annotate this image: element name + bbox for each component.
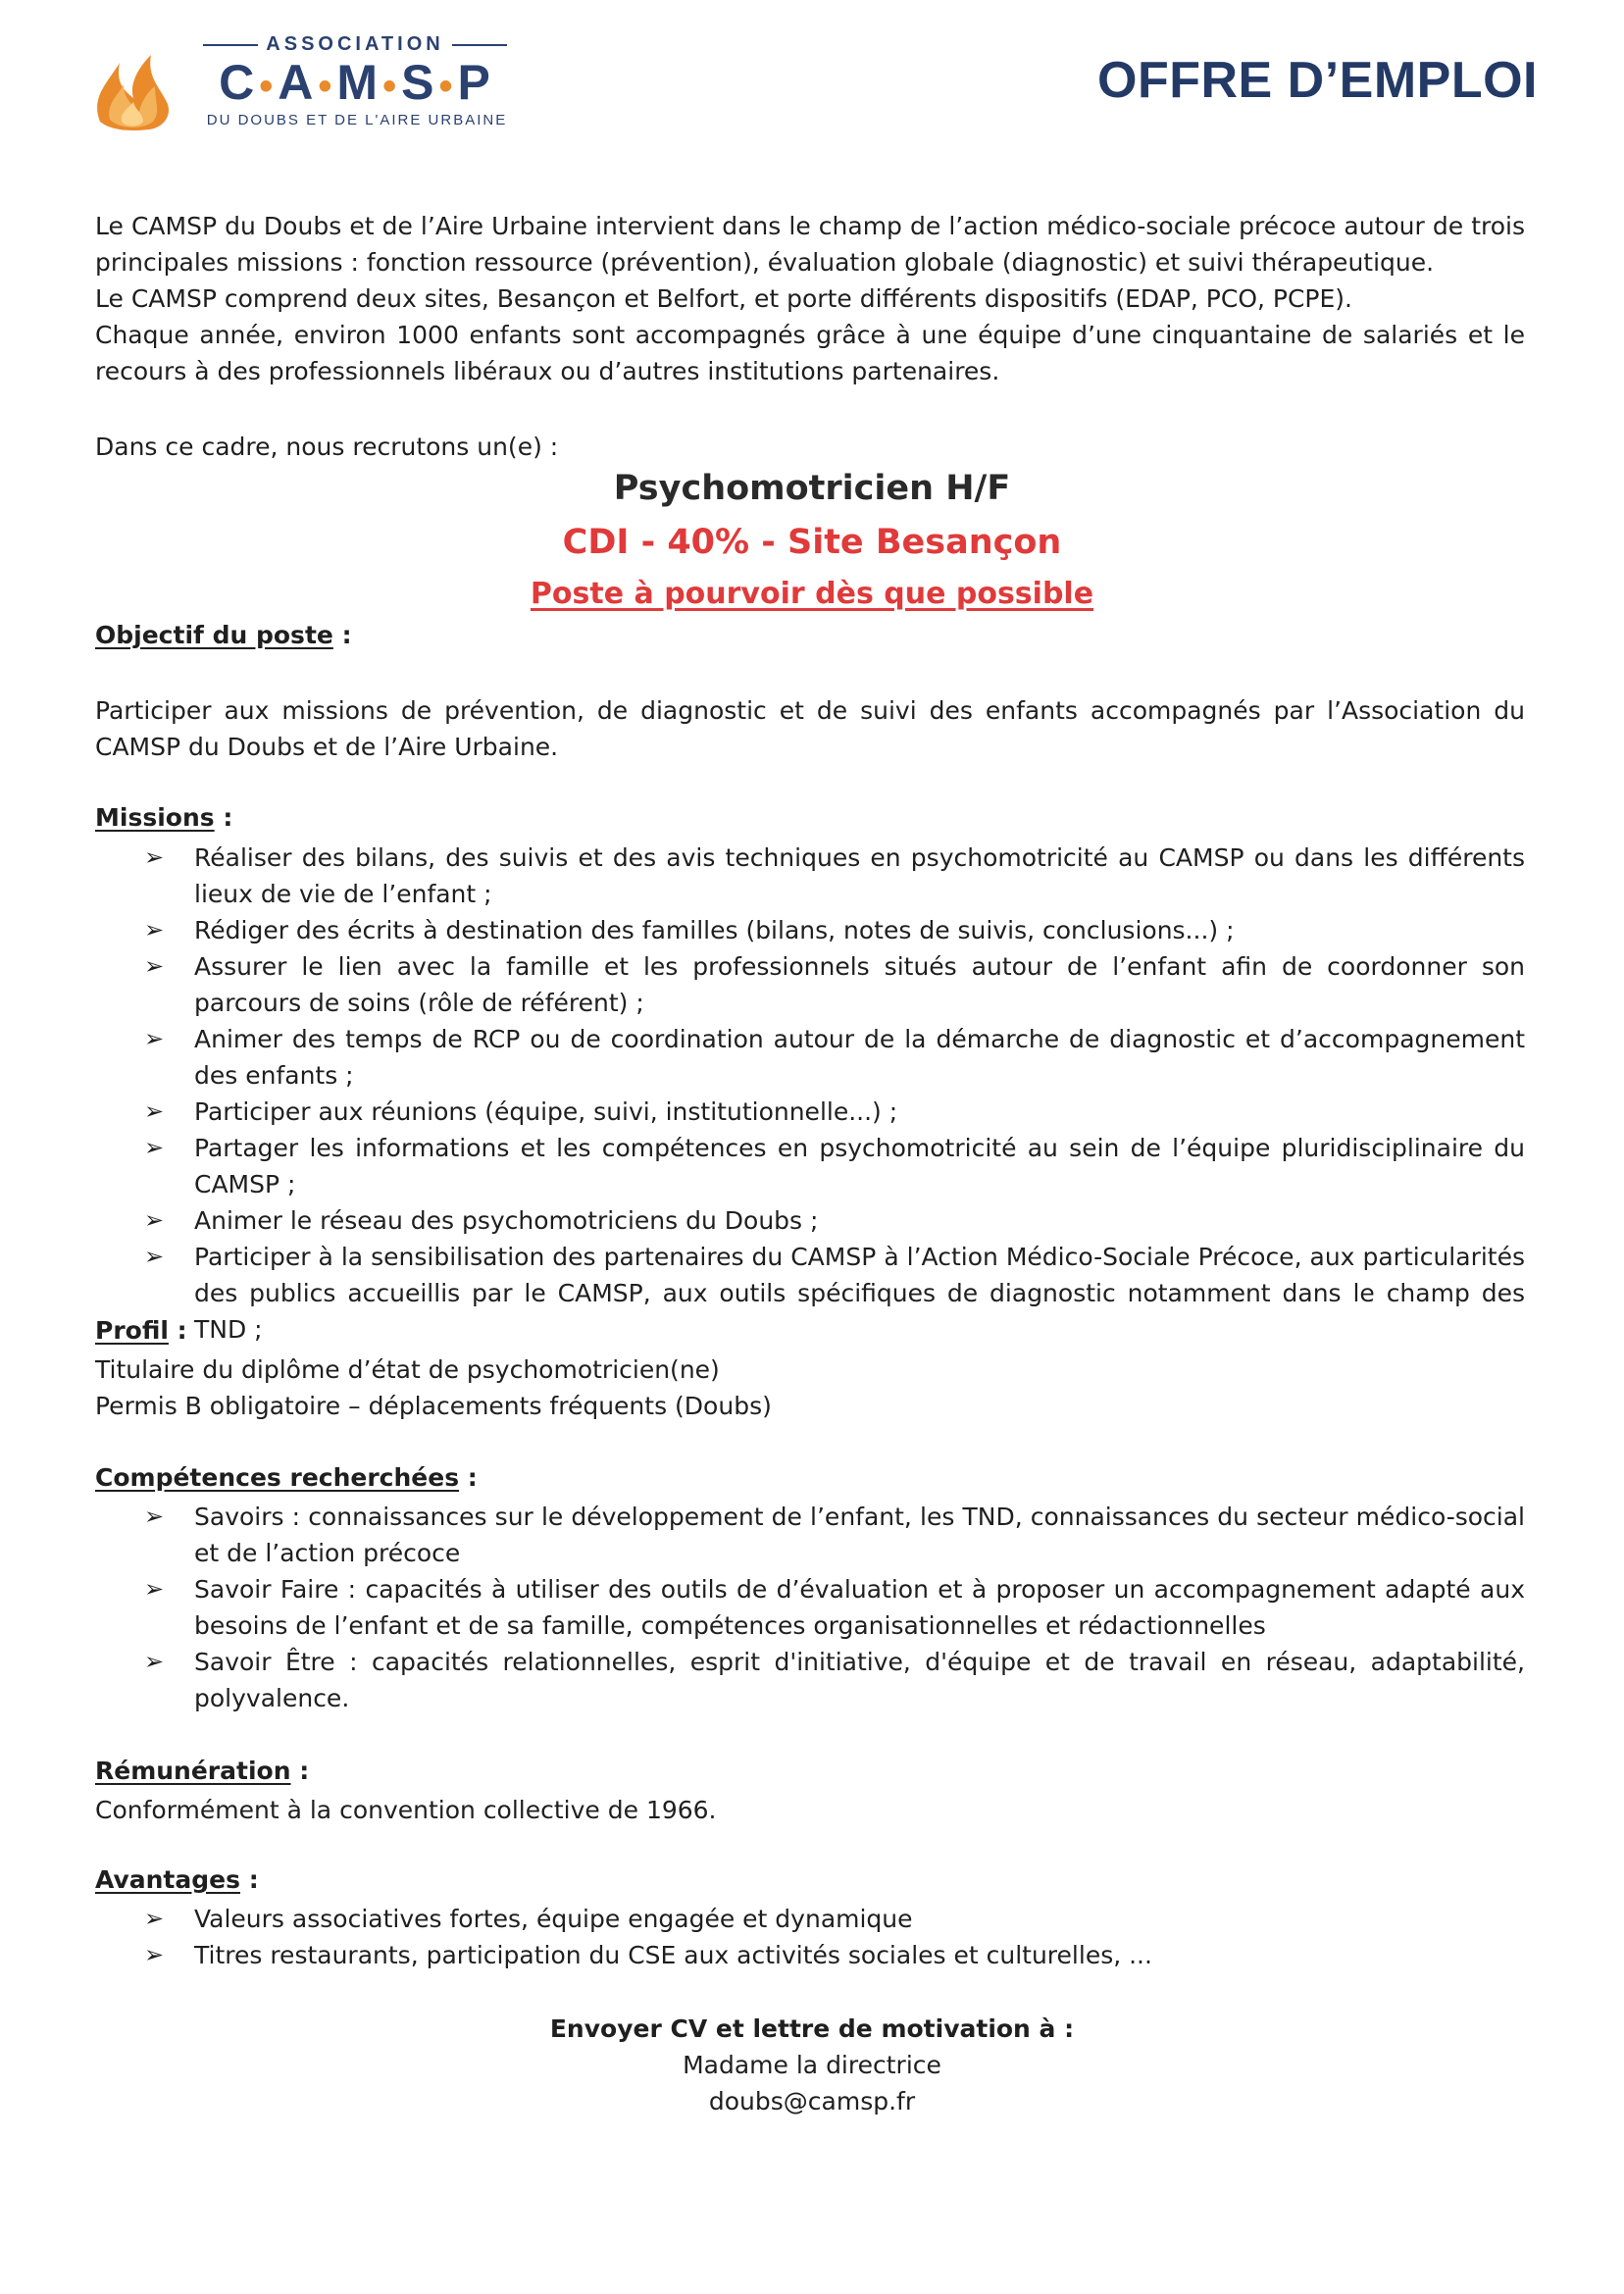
list-item bbox=[144, 1094, 1525, 1130]
job-start-date: Poste à pourvoir dès que possible bbox=[530, 577, 1094, 611]
missions-list bbox=[144, 840, 1525, 1348]
job-start-block bbox=[0, 577, 1624, 611]
missions-heading-text: Missions bbox=[95, 803, 215, 832]
list-item bbox=[144, 1130, 1525, 1202]
list-item bbox=[144, 948, 1525, 1021]
logo-subtitle: DU DOUBS ET DE L'AIRE URBAINE bbox=[206, 112, 508, 128]
job-title-block bbox=[0, 469, 1624, 508]
logo-letter: P bbox=[457, 55, 495, 110]
intro-line: Chaque année, environ 1000 enfants sont accompagnés grâce à une équipe d’une cinquantaine de salariés et le recours à des professionnels libéraux ou d’autres institutions partenaires. bbox=[95, 321, 1525, 385]
flame-logo-icon bbox=[90, 43, 177, 131]
contact-block bbox=[0, 2011, 1624, 2119]
list-item bbox=[144, 840, 1525, 912]
arrow-bullet-icon: ➢ bbox=[144, 1575, 165, 1603]
arrow-bullet-icon: ➢ bbox=[144, 1243, 165, 1270]
logo-letter: A bbox=[278, 55, 319, 110]
logo-association-text: ASSOCIATION bbox=[178, 33, 532, 56]
objective-heading-text: Objectif du poste bbox=[95, 621, 333, 649]
benefit-text: Titres restaurants, participation du CSE aux activités sociales et culturelles, ... bbox=[194, 1941, 1152, 1969]
logo-letter: S bbox=[401, 55, 439, 110]
mission-text: Partager les informations et les compétences en psychomotricité au sein de l’équipe pluridisciplinaire du CAMSP ; bbox=[194, 1134, 1525, 1198]
recruit-line: Dans ce cadre, nous recrutons un(e) : bbox=[95, 433, 559, 461]
logo-letter: M bbox=[336, 55, 383, 110]
mission-text: Animer des temps de RCP ou de coordination autour de la démarche de diagnostic et d’accompagnement des enfants ; bbox=[194, 1025, 1525, 1090]
profile-text bbox=[95, 1351, 1525, 1424]
list-item bbox=[144, 1937, 1525, 1973]
mission-text: Animer le réseau des psychomotriciens du Doubs ; bbox=[194, 1206, 819, 1235]
logo-wordmark: C•A•M•S•P bbox=[219, 55, 495, 110]
profile-line: Permis B obligatoire – déplacements fréquents (Doubs) bbox=[95, 1392, 772, 1420]
intro-line: Le CAMSP du Doubs et de l’Aire Urbaine intervient dans le champ de l’action médico-sociale précoce autour de trois principales missions : fonction ressource (prévention), évaluation globale (diagnostic) et suivi thérapeutique. bbox=[95, 212, 1525, 277]
mission-text: Participer aux réunions (équipe, suivi, institutionnelle...) ; bbox=[194, 1097, 898, 1126]
arrow-bullet-icon: ➢ bbox=[144, 843, 165, 871]
intro-paragraph bbox=[95, 208, 1525, 389]
missions-heading: Missions : bbox=[95, 803, 233, 832]
contact-email[interactable]: doubs@camsp.fr bbox=[708, 2087, 916, 2116]
page-title: OFFRE D’EMPLOI bbox=[1097, 52, 1538, 109]
list-item bbox=[144, 912, 1525, 948]
arrow-bullet-icon: ➢ bbox=[144, 952, 165, 980]
list-item bbox=[144, 1901, 1525, 1937]
profile-heading: Profil : bbox=[95, 1316, 187, 1345]
arrow-bullet-icon: ➢ bbox=[144, 1097, 165, 1125]
skills-heading: Compétences recherchées : bbox=[95, 1463, 478, 1492]
objective-text: Participer aux missions de prévention, de diagnostic et de suivi des enfants accompagnés par l’Association du CAMSP du Doubs et de l’Aire Urbaine. bbox=[95, 696, 1525, 761]
arrow-bullet-icon: ➢ bbox=[144, 1941, 165, 1968]
mission-text: Rédiger des écrits à destination des familles (bilans, notes de suivis, conclusions...) ; bbox=[194, 916, 1235, 944]
skills-heading-text: Compétences recherchées bbox=[95, 1463, 460, 1492]
list-item bbox=[144, 1644, 1525, 1716]
arrow-bullet-icon: ➢ bbox=[144, 1648, 165, 1675]
job-contract-block bbox=[0, 523, 1624, 562]
logo-letter: C bbox=[219, 55, 260, 110]
intro-line: Le CAMSP comprend deux sites, Besançon et Belfort, et porte différents dispositifs (EDAP, PCO, PCPE). bbox=[95, 284, 1352, 313]
pay-text: Conformément à la convention collective de 1966. bbox=[95, 1796, 717, 1824]
arrow-bullet-icon: ➢ bbox=[144, 1503, 165, 1530]
mission-text: Réaliser des bilans, des suivis et des avis techniques en psychomotricité au CAMSP ou dans les différents lieux de vie de l’enfant ; bbox=[194, 843, 1525, 908]
arrow-bullet-icon: ➢ bbox=[144, 1025, 165, 1052]
arrow-bullet-icon: ➢ bbox=[144, 1206, 165, 1234]
list-item bbox=[144, 1021, 1525, 1094]
benefits-heading: Avantages : bbox=[95, 1865, 259, 1894]
profile-heading-text: Profil bbox=[95, 1316, 169, 1345]
arrow-bullet-icon: ➢ bbox=[144, 1905, 165, 1932]
contact-name: Madame la directrice bbox=[683, 2051, 941, 2079]
skill-text: Savoir Faire : capacités à utiliser des outils de d’évaluation et à proposer un accompagnement adapté aux besoins de l’enfant et de sa famille, compétences organisationnelles et rédactionnelles bbox=[194, 1575, 1525, 1640]
skill-text: Savoirs : connaissances sur le développement de l’enfant, les TND, connaissances du secteur médico-social et de l’action précoce bbox=[194, 1503, 1525, 1567]
pay-heading-text: Rémunération bbox=[95, 1757, 291, 1785]
benefit-text: Valeurs associatives fortes, équipe engagée et dynamique bbox=[194, 1905, 913, 1933]
objective-heading: Objectif du poste : bbox=[95, 621, 352, 649]
profile-line: Titulaire du diplôme d’état de psychomotricien(ne) bbox=[95, 1355, 720, 1384]
benefits-heading-text: Avantages bbox=[95, 1865, 240, 1894]
list-item bbox=[144, 1499, 1525, 1571]
list-item bbox=[144, 1571, 1525, 1644]
arrow-bullet-icon: ➢ bbox=[144, 1134, 165, 1161]
list-item bbox=[144, 1239, 1525, 1348]
pay-heading: Rémunération : bbox=[95, 1757, 310, 1785]
mission-text: Assurer le lien avec la famille et les professionnels situés autour de l’enfant afin de coordonner son parcours de soins (rôle de référent) ; bbox=[194, 952, 1525, 1017]
arrow-bullet-icon: ➢ bbox=[144, 916, 165, 943]
contact-heading: Envoyer CV et lettre de motivation à : bbox=[549, 2014, 1075, 2043]
job-title: Psychomotricien H/F bbox=[613, 469, 1011, 508]
skills-list bbox=[144, 1499, 1525, 1716]
mission-text: Participer à la sensibilisation des partenaires du CAMSP à l’Action Médico-Sociale Précoce, aux particularités des publics accueillis par le CAMSP, aux outils spécifiques de diagnostic notamment dans le champ des TND ; bbox=[194, 1243, 1525, 1344]
camsp-logo bbox=[90, 33, 551, 131]
job-contract: CDI - 40% - Site Besançon bbox=[562, 523, 1062, 562]
benefits-list bbox=[144, 1901, 1525, 1973]
skill-text: Savoir Être : capacités relationnelles, esprit d'initiative, d'équipe et de travail en réseau, adaptabilité, polyvalence. bbox=[194, 1648, 1525, 1712]
list-item bbox=[144, 1202, 1525, 1239]
